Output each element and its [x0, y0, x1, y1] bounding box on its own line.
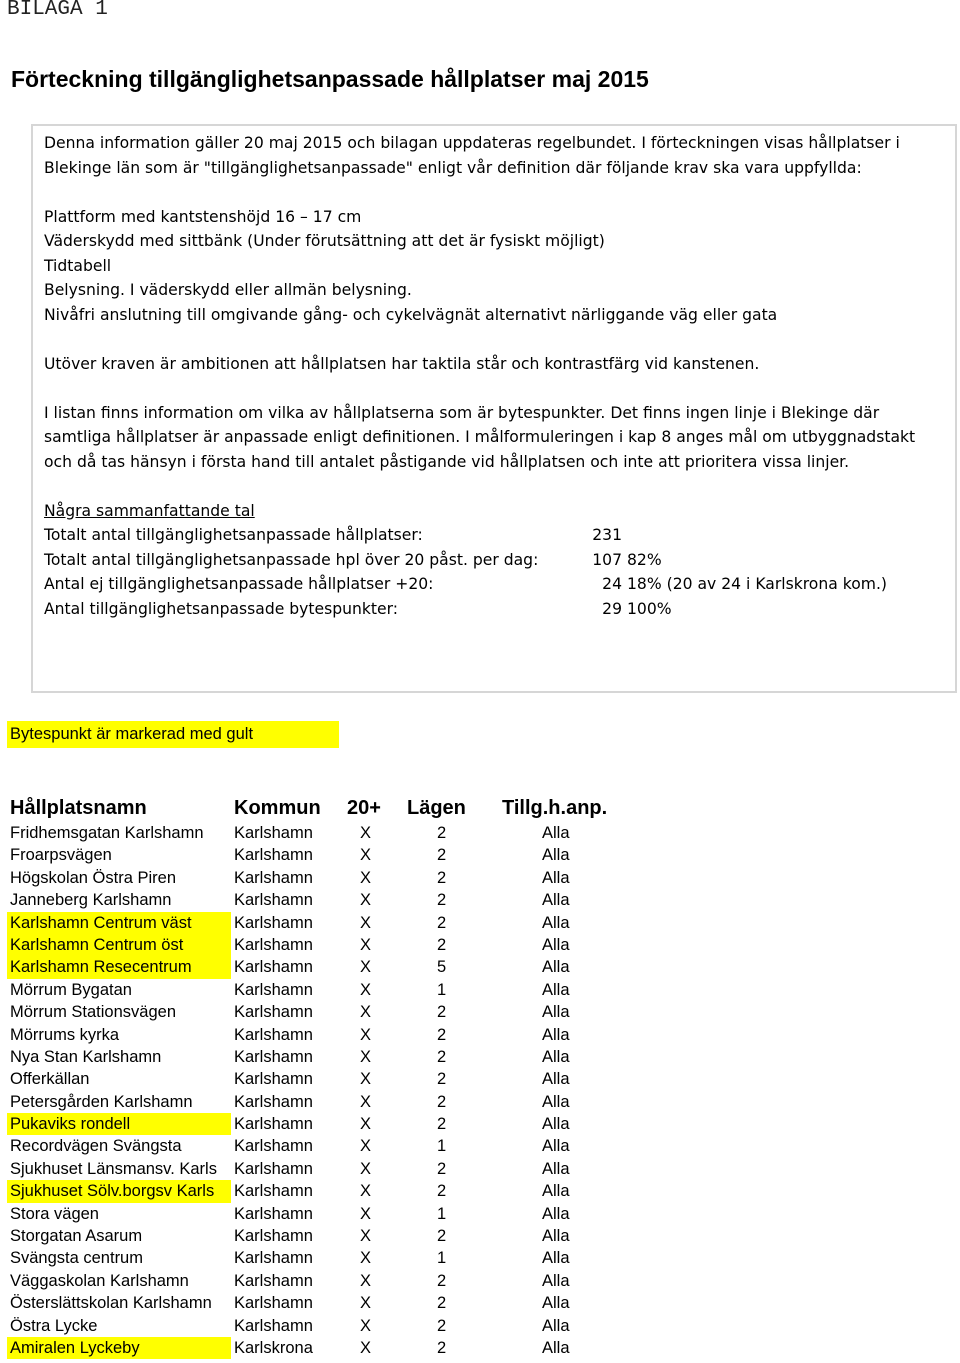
stop-plus20: X: [360, 1316, 372, 1335]
stop-name: Svängsta centrum: [10, 1249, 143, 1268]
stop-kommun: Karlshamn: [234, 846, 313, 865]
stop-kommun: Karlshamn: [234, 1003, 313, 1022]
stop-kommun: Karlshamn: [234, 824, 313, 842]
stop-kommun: Karlshamn: [234, 1092, 313, 1111]
stop-plus20: X: [360, 1338, 372, 1357]
requirement-item: Belysning. I väderskydd eller allmän belysning.: [44, 281, 412, 299]
stop-name: Karlshamn Centrum öst: [7, 934, 231, 956]
stop-kommun: Karlshamn: [234, 1204, 313, 1223]
stat-row: [44, 597, 944, 622]
requirement-item: Nivåfri anslutning till omgivande gång- och cykelvägnät alternativt närliggande väg eller gata: [44, 305, 778, 324]
stop-name: Offerkällan: [10, 1070, 90, 1089]
stop-lagen: 1: [437, 1204, 447, 1223]
stop-lagen: 2: [437, 1294, 447, 1313]
stop-tillg: Alla: [542, 824, 570, 842]
stop-lagen: 2: [437, 1003, 447, 1022]
stop-tillg: Alla: [542, 846, 570, 865]
stat-percent: 18% (20 av 24 i Karlskrona kom.): [627, 575, 887, 593]
stop-plus20: X: [360, 1227, 372, 1246]
stop-lagen: 2: [437, 891, 447, 910]
info-text-line: och då tas hänsyn i första hand till antalet påstigande vid hållplatsen och inte att prioritera vissa linjer.: [44, 452, 850, 471]
stop-tillg: Alla: [542, 1227, 570, 1246]
stop-name: Högskolan Östra Piren: [10, 868, 176, 887]
stop-name: Froarpsvägen: [10, 846, 112, 865]
stop-plus20: X: [360, 1137, 372, 1156]
stop-plus20: X: [360, 1159, 372, 1178]
stop-kommun: Karlshamn: [234, 1137, 313, 1156]
stop-lagen: 5: [437, 958, 447, 977]
header-lagen: Lägen: [407, 797, 466, 819]
stat-number: 107: [592, 550, 622, 569]
stop-lagen: 2: [437, 1115, 447, 1134]
info-text-line: Blekinge län som är "tillgänglighetsanpassade" enligt vår definition där följande krav ska vara uppfyllda:: [44, 158, 862, 177]
stat-label: Totalt antal tillgänglighetsanpassade hållplatser:: [44, 526, 423, 544]
stop-lagen: 2: [437, 1271, 447, 1290]
stop-lagen: 2: [437, 1070, 447, 1089]
stop-plus20: X: [360, 1182, 372, 1201]
info-content: [44, 131, 944, 621]
stop-tillg: Alla: [542, 1137, 570, 1156]
stop-kommun: Karlshamn: [234, 1025, 313, 1044]
stat-row: [44, 548, 944, 573]
stop-plus20: X: [360, 1070, 372, 1089]
stat-label: Totalt antal tillgänglighetsanpassade hpl över 20 påst. per dag:: [44, 550, 539, 569]
stop-name: Sjukhuset Länsmansv. Karls: [10, 1159, 217, 1178]
stat-number: 29: [602, 599, 622, 618]
stop-kommun: Karlshamn: [234, 958, 313, 977]
stop-tillg: Alla: [542, 1294, 570, 1313]
stop-name: Janneberg Karlshamn: [10, 891, 172, 910]
bytespunkt-note: Bytespunkt är markerad med gult: [7, 721, 339, 748]
info-text-line: I listan finns information om vilka av hållplatserna som är bytespunkter. Det finns ingen linje i Blekinge där: [44, 403, 880, 422]
stop-lagen: 2: [437, 1182, 447, 1201]
stop-name: Petersgården Karlshamn: [10, 1092, 193, 1111]
stop-plus20: X: [360, 980, 372, 999]
stop-kommun: Karlshamn: [234, 1316, 313, 1335]
stop-lagen: 1: [437, 1137, 447, 1156]
stop-kommun: Karlshamn: [234, 1115, 313, 1134]
page-title: Förteckning tillgänglighetsanpassade hållplatser maj 2015: [11, 66, 649, 92]
stop-plus20: X: [360, 1204, 372, 1223]
stop-tillg: Alla: [542, 1159, 570, 1178]
stop-lagen: 2: [437, 913, 447, 932]
stop-tillg: Alla: [542, 958, 570, 977]
ambition-text: Utöver kraven är ambitionen att hållplatsen har taktila står och kontrastfärg vid kanstenen.: [44, 354, 760, 373]
summary-heading: Några sammanfattande tal: [44, 501, 255, 520]
stat-number: 24: [602, 575, 622, 593]
stop-lagen: 2: [437, 1092, 447, 1111]
stop-tillg: Alla: [542, 980, 570, 999]
stat-number: 231: [592, 526, 622, 544]
stop-lagen: 2: [437, 846, 447, 865]
stop-tillg: Alla: [542, 1047, 570, 1066]
header-name: Hållplatsnamn: [10, 797, 147, 819]
stop-plus20: X: [360, 1003, 372, 1022]
stop-lagen: 2: [437, 868, 447, 887]
stop-lagen: 2: [437, 824, 447, 842]
stop-name: Mörrum Stationsvägen: [10, 1003, 176, 1022]
stop-plus20: X: [360, 1025, 372, 1044]
stop-plus20: X: [360, 935, 372, 954]
stop-plus20: X: [360, 1271, 372, 1290]
stop-name: Österslättskolan Karlshamn: [10, 1294, 212, 1313]
stop-kommun: Karlshamn: [234, 868, 313, 887]
stop-kommun: Karlshamn: [234, 980, 313, 999]
header-kommun: Kommun: [234, 797, 321, 819]
requirement-item: Plattform med kantstenshöjd 16 – 17 cm: [44, 207, 362, 226]
stop-plus20: X: [360, 1294, 372, 1313]
requirement-item: Väderskydd med sittbänk (Under förutsättning att det är fysiskt möjligt): [44, 232, 605, 250]
stop-kommun: Karlshamn: [234, 1070, 313, 1089]
stop-kommun: Karlshamn: [234, 1182, 313, 1201]
stop-plus20: X: [360, 1249, 372, 1268]
stop-plus20: X: [360, 891, 372, 910]
stat-label: Antal tillgänglighetsanpassade bytespunkter:: [44, 599, 399, 618]
stop-kommun: Karlshamn: [234, 1159, 313, 1178]
stop-lagen: 2: [437, 1338, 447, 1357]
stop-lagen: 2: [437, 1227, 447, 1246]
stop-lagen: 2: [437, 1316, 447, 1335]
stop-kommun: Karlshamn: [234, 935, 313, 954]
stop-kommun: Karlshamn: [234, 913, 313, 932]
stop-kommun: Karlshamn: [234, 891, 313, 910]
stop-name: Storgatan Asarum: [10, 1227, 143, 1246]
stop-name: Mörrums kyrka: [10, 1025, 120, 1044]
stat-percent: 82%: [627, 550, 662, 569]
stop-name: Stora vägen: [10, 1204, 99, 1223]
stop-name: Amiralen Lyckeby: [7, 1337, 231, 1359]
stop-tillg: Alla: [542, 868, 570, 887]
attachment-label: BILAGA 1: [7, 0, 108, 21]
header-plus20: 20+: [347, 797, 381, 819]
stop-name: Karlshamn Resecentrum: [7, 956, 231, 978]
stop-plus20: X: [360, 913, 372, 932]
stop-lagen: 2: [437, 935, 447, 954]
stop-lagen: 1: [437, 1249, 447, 1268]
stop-lagen: 2: [437, 1025, 447, 1044]
stop-tillg: Alla: [542, 1003, 570, 1022]
stop-tillg: Alla: [542, 935, 570, 954]
stop-lagen: 2: [437, 1047, 447, 1066]
stop-plus20: X: [360, 1092, 372, 1111]
requirement-item: Tidtabell: [44, 256, 112, 275]
stop-tillg: Alla: [542, 1182, 570, 1201]
stop-kommun: Karlshamn: [234, 1227, 313, 1246]
header-tillg: Tillg.h.anp.: [502, 797, 608, 819]
stop-plus20: X: [360, 868, 372, 887]
stop-name: Pukaviks rondell: [7, 1113, 231, 1135]
stop-kommun: Karlshamn: [234, 1294, 313, 1313]
stop-plus20: X: [360, 1115, 372, 1134]
stat-percent: 100%: [627, 599, 672, 618]
stop-name: Karlshamn Centrum väst: [7, 912, 231, 934]
stop-name: Östra Lycke: [10, 1316, 98, 1335]
stop-name: Recordvägen Svängsta: [10, 1137, 182, 1156]
stop-tillg: Alla: [542, 913, 570, 932]
info-text-line: samtliga hållplatser är anpassade enligt definitionen. I målformuleringen i kap 8 anges mål om utbyggnadstakt: [44, 428, 916, 446]
stop-kommun: Karlshamn: [234, 1047, 313, 1066]
stop-tillg: Alla: [542, 1025, 570, 1044]
stop-kommun: Karlskrona: [234, 1338, 313, 1357]
stop-plus20: X: [360, 958, 372, 977]
stop-tillg: Alla: [542, 1271, 570, 1290]
stat-label: Antal ej tillgänglighetsanpassade hållplatser +20:: [44, 575, 434, 593]
stop-name: Mörrum Bygatan: [10, 980, 132, 999]
stop-name: Väggaskolan Karlshamn: [10, 1271, 189, 1290]
stop-lagen: 2: [437, 1159, 447, 1178]
stop-tillg: Alla: [542, 891, 570, 910]
stop-name: Nya Stan Karlshamn: [10, 1047, 162, 1066]
stop-lagen: 1: [437, 980, 447, 999]
stat-row: [44, 572, 944, 597]
stop-plus20: X: [360, 846, 372, 865]
stop-tillg: Alla: [542, 1316, 570, 1335]
stop-tillg: Alla: [542, 1338, 570, 1357]
stop-tillg: Alla: [542, 1092, 570, 1111]
stat-row: [44, 523, 944, 548]
stop-kommun: Karlshamn: [234, 1271, 313, 1290]
stop-tillg: Alla: [542, 1204, 570, 1223]
stop-plus20: X: [360, 824, 372, 842]
stop-plus20: X: [360, 1047, 372, 1066]
stop-tillg: Alla: [542, 1249, 570, 1268]
stop-tillg: Alla: [542, 1115, 570, 1134]
stop-name: Fridhemsgatan Karlshamn: [10, 824, 204, 842]
stop-tillg: Alla: [542, 1070, 570, 1089]
stop-name: Sjukhuset Sölv.borgsv Karls: [7, 1180, 231, 1202]
stop-kommun: Karlshamn: [234, 1249, 313, 1268]
info-text-line: Denna information gäller 20 maj 2015 och bilagan uppdateras regelbundet. I förteckningen visas hållplatser i: [44, 134, 900, 152]
